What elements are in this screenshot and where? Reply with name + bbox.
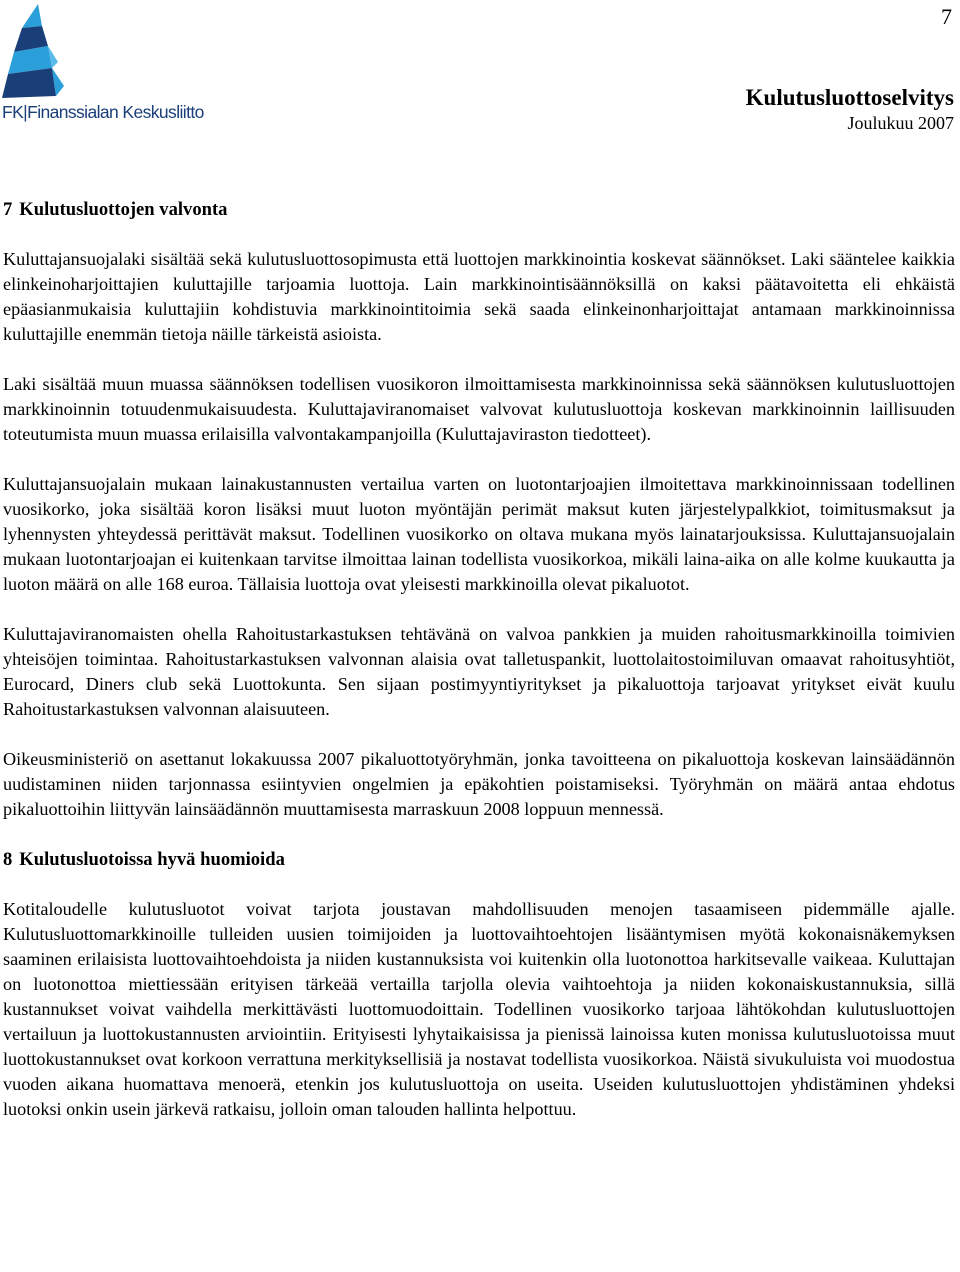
section-8-heading	[3, 847, 955, 872]
section-8-number: 8	[3, 849, 13, 870]
section-7-number: 7	[3, 199, 13, 220]
section-7-title: Kulutusluottojen valvonta	[19, 199, 228, 220]
section-7-paragraph-2: Laki sisältää muun muassa säännöksen todellisen vuosikoron ilmoittamisesta markkinoinnissa sekä säännöksen kulutusluottojen markkinoinnin totuudenmukaisuudesta. Kuluttajaviranomaiset valvovat kulutusluottoja koskevan markkinoinnin laillisuuden toteutumista muun muassa erilaisilla valvontakampanjoilla (Kuluttajaviraston tiedotteet).	[3, 374, 955, 444]
page-number: 7	[941, 4, 952, 29]
fk-logo	[0, 2, 204, 128]
page-content	[3, 197, 955, 1122]
section-8-paragraph-1: Kotitaloudelle kulutusluotot voivat tarjota joustavan mahdollisuuden menojen tasaamiseen pidemmälle ajalle. Kulutusluottomarkkinoille tulleiden uusien toimijoiden ja luottovaihtoehtojen lisääntymisen myötä kokonaisnäkemyksen saaminen erilaisista luottovaihtoehdoista ja niiden kustannuksista voi kuitenkin olla luotonottoa harkitsevalle vaikeaa. Kuluttajan on luotonottoa miettiessään erityisen tärkeää vertailla tarjolla olevia vaihtoehtoja ja niiden kokonaiskustannuksia, sillä kustannukset voivat vaihdella merkittävästi luottomuodoittain. Todellinen vuosikorko tarjoaa lähtökohdan kulutusluottojen vertailuun ja luottokustannusten arviointiin. Erityisesti lyhytaikaisissa ja pienissä lainoissa kuten monissa kulutusluotoissa muut luottokustannukset ovat korkoon verrattuna merkityksellisiä ja nostavat todellista vuosikorkoa. Näistä sivukuluista voi muodostua vuoden aikana huomattava menoerä, etenkin jos kulutusluottoja on useita. Useiden kulutusluottojen yhdistäminen yhdeksi luotoksi onkin usein järkevä ratkaisu, jolloin oman talouden hallinta helpottuu.	[3, 899, 955, 1119]
document-header	[746, 84, 954, 134]
document-title: Kulutusluottoselvitys	[745, 85, 954, 110]
section-7-heading	[3, 197, 955, 222]
logo-text: FK|Finanssialan Keskusliitto	[2, 102, 204, 122]
section-7-paragraph-1: Kuluttajansuojalaki sisältää sekä kulutusluottosopimusta että luottojen markkinointia koskevat säännökset. Laki sääntelee kaikkia elinkeinoharjoittajien kuluttajille tarjoamia luottoja. Lain markkinointisäännöksillä on kaksi päätavoitetta eli ehkäistä epäasianmukaisia kuluttajiin kohdistuvia markkinointitoimia sekä saada elinkeinonharjoittajat antamaan markkinoinnissa kuluttajille enemmän tietoja näille tärkeistä asioista.	[3, 249, 955, 344]
section-7-paragraph-4: Kuluttajaviranomaisten ohella Rahoitustarkastuksen tehtävänä on valvoa pankkien ja muiden rahoitusmarkkinoilla toimivien yhteisöjen toimintaa. Rahoitustarkastuksen valvonnan alaisia ovat talletuspankit, luottolaitostoimiluvan omaavat rahoitusyhtiöt, Eurocard, Diners club sekä Luottokunta. Sen sijaan postimyyntiyritykset ja pikaluottoja tarjoavat yritykset eivät kuulu Rahoitustarkastuksen valvonnan alaisuuteen.	[3, 624, 955, 719]
fk-logo-mark-icon	[0, 2, 190, 102]
section-8-title: Kulutusluotoissa hyvä huomioida	[19, 849, 285, 870]
document-date: Joulukuu 2007	[847, 113, 954, 133]
section-7-paragraph-5: Oikeusministeriö on asettanut lokakuussa 2007 pikaluottotyöryhmän, jonka tavoitteena on pikaluottoja koskevan lainsäädännön uudistaminen niiden tarjonnassa esiintyvien ongelmien ja epäkohtien poistamiseksi. Työryhmän on määrä antaa ehdotus pikaluottoihin liittyvän lainsäädännön muuttamisesta marraskuun 2008 loppuun mennessä.	[3, 749, 955, 819]
section-7-paragraph-3: Kuluttajansuojalain mukaan lainakustannusten vertailua varten on luotontarjoajien ilmoitettava markkinoinnissaan todellinen vuosikorko, joka sisältää koron lisäksi muut luoton myöntäjän perimät maksut kuten järjestelypalkkiot, toimitusmaksut ja lyhennysten yhteydessä perittävät maksut. Todellinen vuosikorko on oltava mukana myös lainatarjouksissa. Kuluttajansuojalain mukaan luotontarjoajan ei kuitenkaan tarvitse ilmoittaa lainan todellista vuosikorkoa, mikäli laina-aika on alle kolme kuukautta ja luoton määrä on alle 168 euroa. Tällaisia luottoja ovat yleisesti markkinoilla olevat pikaluotot.	[3, 474, 955, 594]
